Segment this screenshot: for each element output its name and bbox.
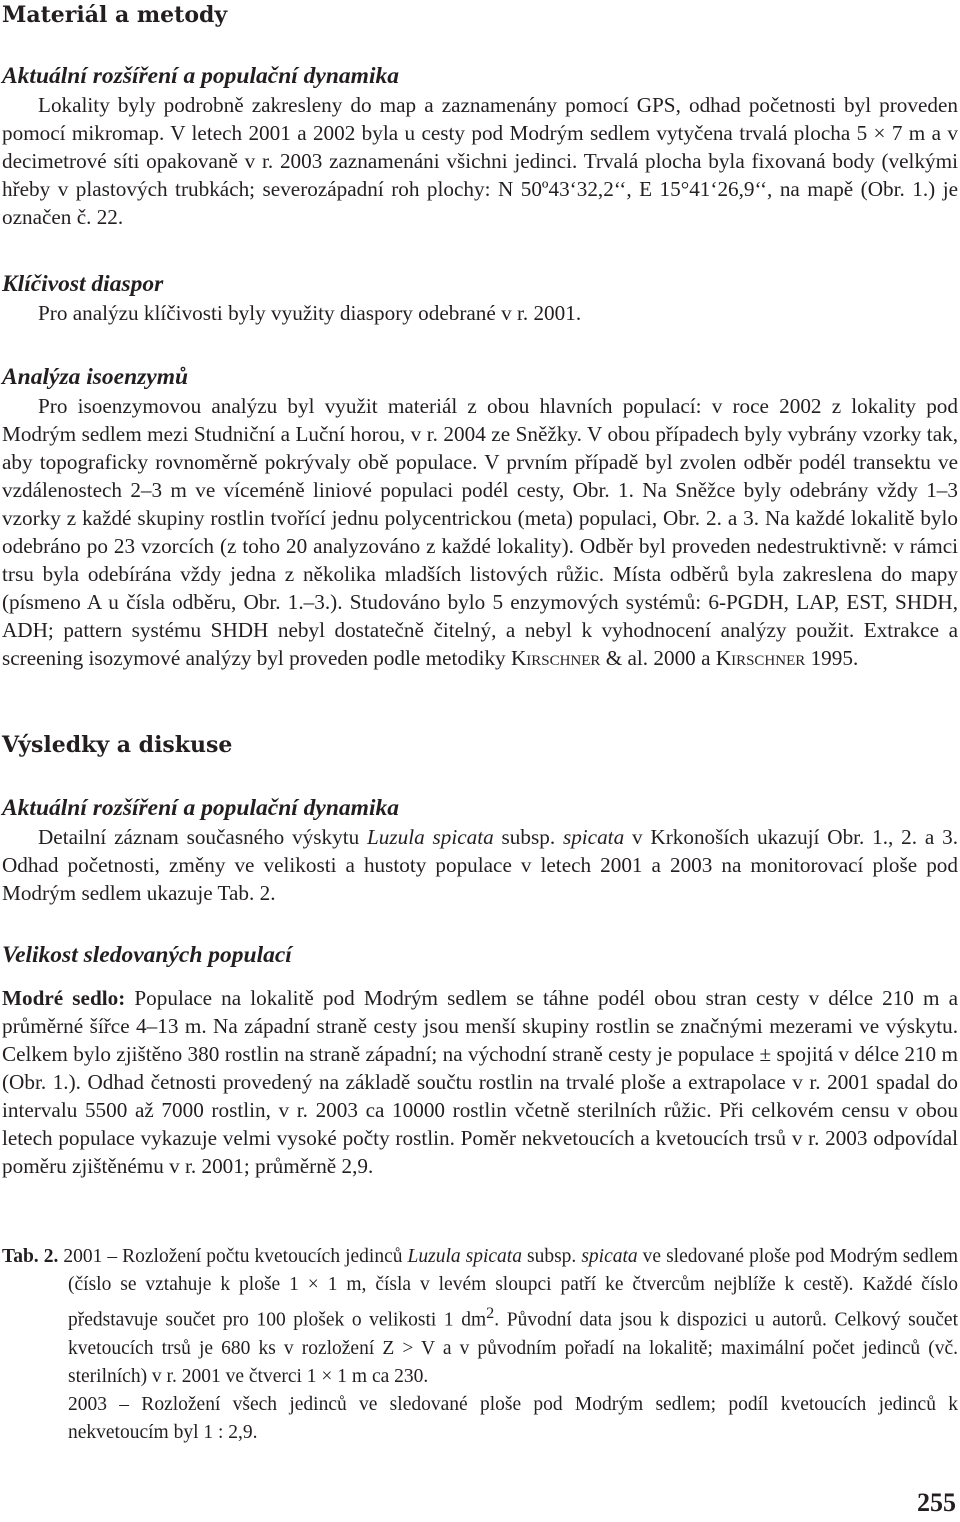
results-distribution-paragraph [2,823,958,907]
results-heading: Výsledky a diskuse [2,732,233,758]
results-distribution-text-2: subsp. [493,825,563,849]
table-caption-species: Luzula spicata [407,1246,522,1267]
methods-distribution-text: Lokality byly podrobně zakresleny do map a zaznamenány pomocí GPS, odhad početnosti byl proveden pomocí mikromap. V letech 2001 a 2002 byla u cesty pod Modrým sedlem vytyčena trvalá plocha 5 × 7 m a v decimetrové síti opakovaně v r. 2003 zaznamenáni všichni jedinci. Trvalá plocha byla fixovaná body (velkými hřeby v plastových trubkách; severozápadní roh plochy: N 50º43‘32,2‘‘, E 15°41‘26,9‘‘, na mapě (Obr. 1.) je označen č. 22. [2,93,958,229]
table-caption [2,1243,958,1447]
results-section [2,730,958,760]
methods-isoenzymes [2,362,958,672]
isoenzymes-author-1: Kirschner [510,646,601,670]
table-caption-part-4: . Původní data jsou k dispozici u autorů. Celkový součet kvetoucích trsů je 680 ks v rozložení Z > V a v původním pořadí na lokalitě; maximální počet jedinců (vč. sterilních) v r. 2001 ve čtverci 1 × 1 m ca 230. [68,1309,958,1387]
population-size-subheading: Velikost sledovaných populací [2,942,292,968]
isoenzymes-text-3: 1995. [805,646,859,670]
results-distribution-text-1: Detailní záznam současného výskytu [38,825,367,849]
table-caption-part-2: subsp. [521,1246,582,1267]
isoenzymes-subheading: Analýza isoenzymů [2,364,189,390]
results-subspecies-name: spicata [562,825,625,849]
isoenzymes-paragraph [2,392,958,672]
table-caption-subspecies: spicata [581,1246,638,1267]
methods-distribution [2,61,958,231]
results-population-size [2,940,958,1180]
page-number: 255 [917,1488,956,1517]
methods-section [2,0,958,30]
methods-heading: Materiál a metody [2,2,228,28]
germination-paragraph [2,299,958,327]
germination-text: Pro analýzu klíčivosti byly využity diaspory odebrané v r. 2001. [38,301,582,325]
isoenzymes-text-2: & al. 2000 a [600,646,716,670]
population-size-text: Populace na lokalitě pod Modrým sedlem se táhne podél obou stran cesty v délce 210 m a průměrné šířce 4–13 m. Na západní straně cesty jsou menší skupiny rostlin se značnými mezerami ve výskytu. Celkem bylo zjištěno 380 rostlin na straně západní; na východní straně cesty je populace ± spojitá v délce 210 m (Obr. 1.). Odhad četnosti provedený na základě součtu rostlin na trvalé ploše a extrapolace v r. 2001 spadal do intervalu 5500 až 7000 rostlin, v r. 2003 ca 10000 rostlin včetně sterilních růžic. Při celkovém censu v obou letech populace vykazuje velmi vysoké počty rostlin. Poměr nekvetoucích a kvetoucích trsů v r. 2003 odpovídal poměru zjištěnému v r. 2001; průměrně 2,9. [2,986,958,1178]
methods-distribution-subheading: Aktuální rozšíření a populační dynamika [2,63,399,89]
table-caption-superscript: 2 [486,1304,495,1322]
table-caption-2003 [68,1391,958,1447]
results-distribution [2,793,958,907]
population-size-lead: Modré sedlo: [2,986,126,1010]
table-caption-part-3: ve sledované ploše pod Modrým sedlem (číslo se vztahuje k ploše 1 × 1 m, čísla v levém sloupci patří ke čtvercům nejblíže k cestě). Každé číslo představuje součet pro 100 plošek o velikosti 1 dm [68,1246,959,1331]
table-caption-part-1: 2001 – Rozložení počtu kvetoucích jedinců [58,1246,408,1267]
isoenzymes-text-1: Pro isoenzymovou analýzu byl využit materiál z obou hlavních populací: v roce 2002 z lokality pod Modrým sedlem mezi Studniční a Luční horou, v r. 2004 ze Sněžky. V obou případech byly vybrány vzorky tak, aby topograficky rovnoměrně pokrývaly obě populace. V prvním případě byl zvolen odběr podél transektu ve vzdálenostech 2–3 m ve víceméně liniové populaci podél cesty, Obr. 1. Na Sněžce byly odebrány vždy 1–3 vzorky z každé skupiny rostlin tvořící jednu polycentrickou (meta) populaci, Obr. 2. a 3. Na každé lokalitě bylo odebráno po 23 vzorcích (z toho 20 analyzováno z každé lokality). Odběr byl proveden nedestruktivně: v rámci trsu byla odebírána vždy jedna z několika mladších listových růžic. Místa odběrů byla zakreslena do mapy (písmeno A u čísla odběru, Obr. 1.–3.). Studováno bylo 5 enzymových systémů: 6-PGDH, LAP, EST, SHDH, ADH; pattern systému SHDH nebyl dostatečně čitelný, a nebyl k vyhodnocení analýzy použit. Extrakce a screening isozymové analýzy byl proveden podle metodiky [2,394,958,670]
results-distribution-text-3: v Krkonoších ukazují Obr. 1., 2. a 3. Odhad početnosti, změny ve velikosti a hustoty populace v letech 2001 a 2003 na monitorovací ploše pod Modrým sedlem ukazuje Tab. 2. [2,825,958,905]
table-caption-label: Tab. 2. [2,1246,59,1267]
results-distribution-subheading: Aktuální rozšíření a populační dynamika [2,795,399,821]
results-species-name: Luzula spicata [367,825,494,849]
population-size-paragraph [2,984,958,1180]
methods-germination [2,269,958,327]
table-caption-line-2003: 2003 – Rozložení všech jedinců ve sledované ploše pod Modrým sedlem; podíl kvetoucích jedinců k nekvetoucím byl 1 : 2,9. [68,1393,958,1443]
germination-subheading: Klíčivost diaspor [2,271,164,297]
methods-distribution-paragraph [2,91,958,231]
isoenzymes-author-2: Kirschner [715,646,806,670]
table-caption-2001 [2,1243,959,1391]
